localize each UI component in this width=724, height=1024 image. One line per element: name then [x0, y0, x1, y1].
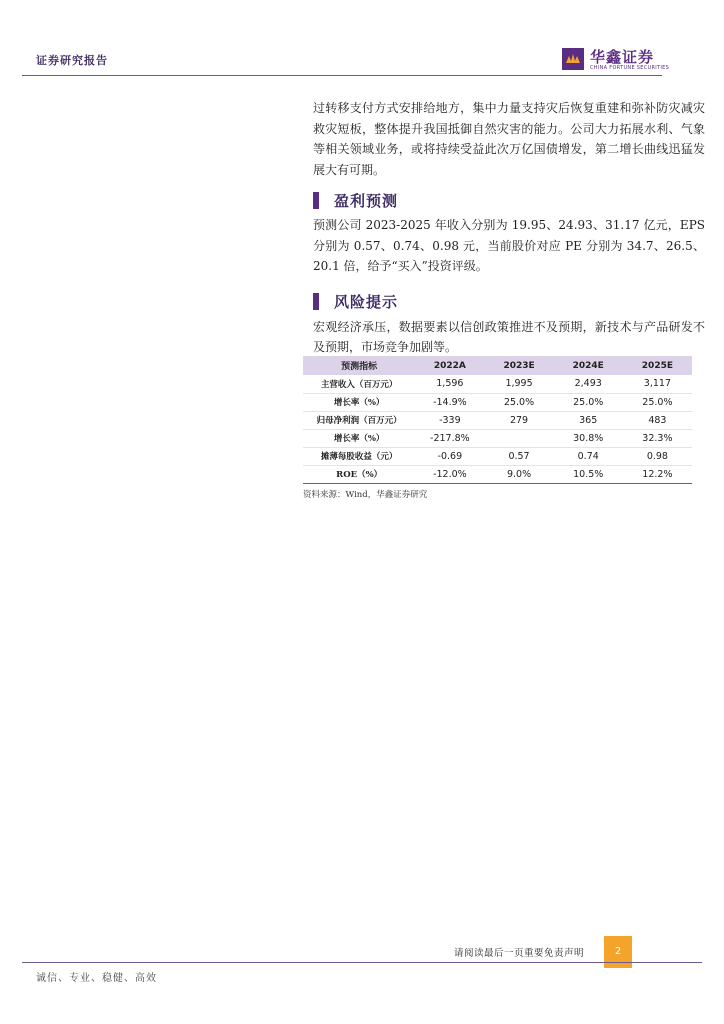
table-cell: 3,117 [623, 375, 692, 393]
table-cell: 25.0% [554, 393, 623, 411]
header-divider [22, 75, 662, 76]
main-content [313, 98, 705, 358]
logo-chinese-name: 华鑫证券 [590, 48, 655, 66]
table-cell: 9.0% [484, 465, 553, 483]
company-motto: 诚信、专业、稳健、高效 [36, 973, 157, 984]
table-cell: 279 [484, 411, 553, 429]
table-cell: 2,493 [554, 375, 623, 393]
logo-english-name: CHINA FORTUNE SECURITIES [590, 65, 670, 71]
table-cell: -339 [415, 411, 484, 429]
section-marker-icon [313, 192, 319, 209]
disclaimer-note: 请阅读最后一页重要免责声明 [454, 948, 585, 959]
intro-paragraph: 过转移支付方式安排给地方，集中力量支持灾后恢复重建和弥补防灾减灾救灾短板，整体提升我国抵御自然灾害的能力。公司大力拓展水利、气象等相关领域业务，或将持续受益此次万亿国债增发，第二增长曲线迅猛发展大有可期。 [313, 101, 705, 177]
table-cell: 0.57 [484, 447, 553, 465]
table-cell: 483 [623, 411, 692, 429]
table-header-cell: 2023E [503, 360, 535, 371]
logo-mark-icon [562, 48, 584, 70]
table-header-cell: 预测指标 [341, 362, 378, 372]
table-cell: 1,596 [415, 375, 484, 393]
row-label: 增长率（%） [303, 393, 415, 411]
table-header-row [303, 356, 692, 375]
table-cell: 25.0% [484, 393, 553, 411]
table-cell [484, 429, 553, 447]
table-cell: -217.8% [415, 429, 484, 447]
row-label: 主营收入（百万元） [303, 375, 415, 393]
row-label: 归母净利润（百万元） [303, 411, 415, 429]
table-row [303, 393, 692, 411]
row-label: ROE（%） [303, 465, 415, 483]
footer-divider [22, 962, 702, 963]
page-number-badge: 2 [604, 936, 632, 968]
table-header-cell: 2024E [572, 360, 604, 371]
table-cell: 10.5% [554, 465, 623, 483]
row-label: 摊薄每股收益（元） [303, 447, 415, 465]
table-cell: 30.8% [554, 429, 623, 447]
table-row [303, 411, 692, 429]
section-marker-icon [313, 293, 319, 310]
table-row [303, 375, 692, 393]
section-title: 盈利预测 [334, 191, 399, 210]
table-cell: 0.98 [623, 447, 692, 465]
table-cell: -0.69 [415, 447, 484, 465]
table-row [303, 447, 692, 465]
table-source-note: 资料来源：Wind，华鑫证券研究 [303, 489, 428, 500]
section-heading-risk [313, 291, 705, 313]
table-header-cell: 2025E [641, 360, 673, 371]
table-cell: 1,995 [484, 375, 553, 393]
company-logo [562, 46, 682, 74]
section-heading-profit-forecast [313, 189, 705, 211]
risk-paragraph: 宏观经济承压，数据要素以信创政策推进不及预期，新技术与产品研发不及预期，市场竞争加剧等。 [313, 319, 705, 354]
table-cell: 12.2% [623, 465, 692, 483]
table-row [303, 429, 692, 447]
section-title: 风险提示 [334, 293, 399, 311]
table-cell: 32.3% [623, 429, 692, 447]
table-cell: -14.9% [415, 393, 484, 411]
page-header [22, 0, 702, 77]
profit-forecast-paragraph: 预测公司 2023-2025 年收入分别为 19.95、24.93、31.17 亿元，EPS 分别为 0.57、0.74、0.98 元，当前股价对应 PE 分别为 34.7、26.5、20.1 倍，给予“买入”投资评级。 [313, 218, 705, 273]
row-label: 增长率（%） [303, 429, 415, 447]
table-cell: 365 [554, 411, 623, 429]
report-type-label: 证券研究报告 [36, 54, 108, 67]
table-row [303, 465, 692, 483]
table-header-cell: 2022A [433, 360, 466, 371]
forecast-table-block [303, 356, 695, 500]
table-cell: 0.74 [554, 447, 623, 465]
forecast-table [303, 356, 692, 484]
table-cell: -12.0% [415, 465, 484, 483]
table-cell: 25.0% [623, 393, 692, 411]
